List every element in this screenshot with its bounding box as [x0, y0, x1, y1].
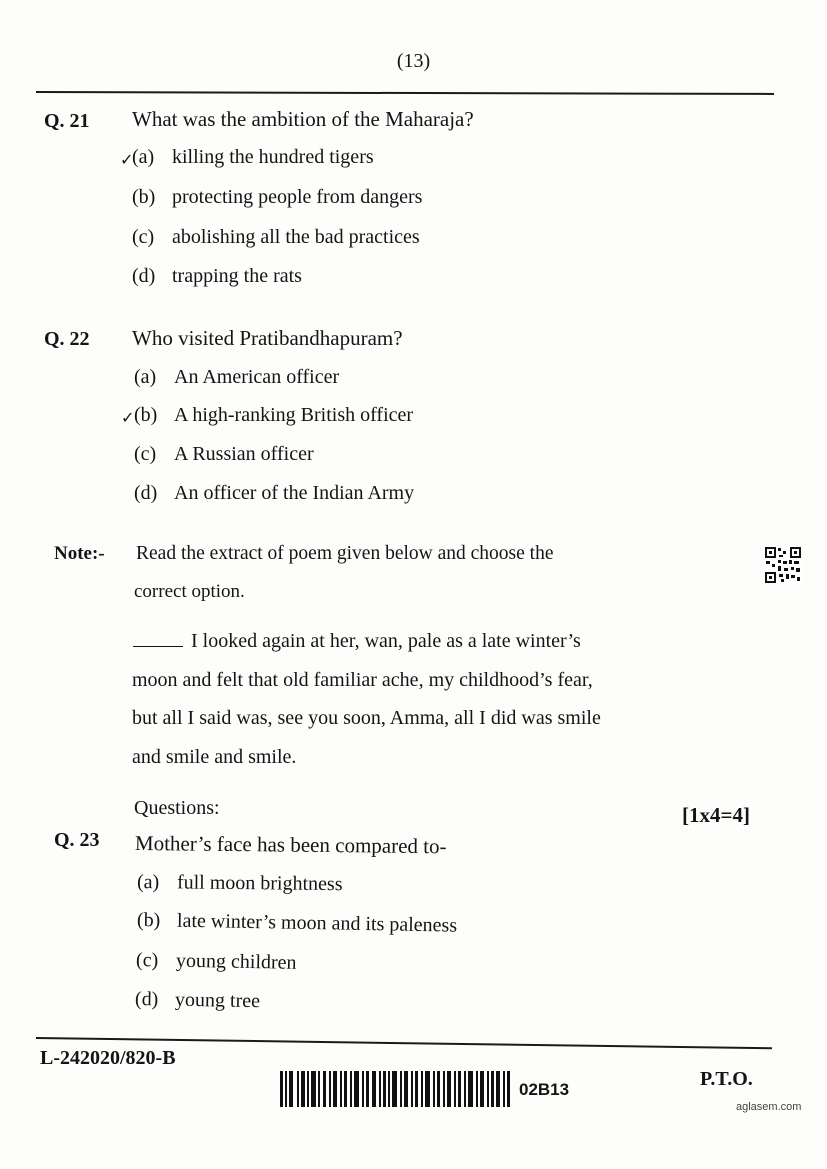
qr-code-icon: [764, 546, 802, 584]
option-label: (c): [132, 226, 155, 248]
option-text: full moon brightness: [176, 871, 343, 896]
question-22-option-a: [134, 366, 339, 389]
question-23-number: Q. 23: [54, 829, 100, 851]
option-text: A Russian officer: [174, 443, 314, 465]
question-21-option-d: [132, 265, 302, 288]
question-22-text: Who visited Pratibandhapuram?: [132, 326, 403, 350]
question-22-number: Q. 22: [44, 328, 90, 350]
question-22-option-d: [134, 482, 414, 505]
note-line-2: correct option.: [134, 581, 245, 602]
question-22-option-c: [134, 443, 314, 466]
option-text: An American officer: [174, 366, 340, 388]
poem-line-4: and smile and smile.: [132, 746, 297, 768]
option-label: (a): [134, 366, 157, 388]
question-21-text: What was the ambition of the Maharaja?: [132, 107, 474, 131]
tick-mark-icon: ✓: [121, 410, 135, 427]
option-label: (b): [134, 404, 158, 426]
question-23-option-a: [137, 871, 343, 896]
option-label: (b): [132, 186, 156, 208]
option-text: protecting people from dangers: [172, 186, 423, 208]
question-23-option-b: [137, 909, 457, 938]
pto-label: P.T.O.: [700, 1068, 753, 1090]
page-number: (13): [396, 50, 431, 72]
option-label: (a): [136, 871, 160, 894]
option-text: late winter’s moon and its paleness: [176, 909, 458, 937]
marks-allocation: [1x4=4]: [682, 803, 750, 827]
question-23-option-d: [135, 988, 260, 1013]
question-21-option-a: [132, 146, 374, 169]
question-23-text: Mother’s face has been compared to-: [134, 831, 447, 859]
option-text: abolishing all the bad practices: [172, 226, 420, 248]
option-label: (c): [134, 443, 157, 465]
option-label: (c): [135, 949, 159, 972]
question-23-option-c: [136, 949, 297, 975]
question-21-option-b: [132, 186, 422, 209]
option-label: (d): [134, 482, 158, 504]
poem-line-1: [133, 630, 581, 653]
poem-line-2: moon and felt that old familiar ache, my childhood’s fear,: [132, 669, 593, 691]
top-rule: [36, 91, 774, 95]
option-text: trapping the rats: [172, 265, 302, 287]
option-text: killing the hundred tigers: [172, 146, 374, 168]
option-text: young tree: [174, 988, 261, 1013]
answer-blank: [133, 632, 183, 647]
option-label: (d): [132, 265, 156, 287]
option-label: (a): [132, 146, 155, 168]
paper-code: L-242020/820-B: [40, 1047, 176, 1069]
note-line-1: Read the extract of poem given below and choose the: [136, 543, 554, 564]
question-22-option-b: [134, 404, 413, 427]
question-21-option-c: [132, 226, 420, 249]
barcode-code: 02B13: [519, 1080, 570, 1099]
question-21-number: Q. 21: [44, 110, 90, 132]
questions-heading: Questions:: [134, 797, 220, 819]
option-label: (b): [136, 909, 161, 932]
option-label: (d): [134, 988, 159, 1011]
option-text: young children: [175, 949, 297, 974]
poem-line-1-text: I looked again at her, wan, pale as a late winter’s: [191, 630, 581, 652]
poem-line-3: but all I said was, see you soon, Amma, all I did was smile: [132, 707, 601, 729]
option-text: An officer of the Indian Army: [174, 482, 415, 504]
note-label: Note:-: [54, 543, 105, 564]
barcode-icon: [280, 1071, 510, 1107]
watermark: aglasem.com: [736, 1101, 802, 1113]
tick-mark-icon: ✓: [120, 152, 134, 169]
option-text: A high-ranking British officer: [174, 404, 414, 426]
